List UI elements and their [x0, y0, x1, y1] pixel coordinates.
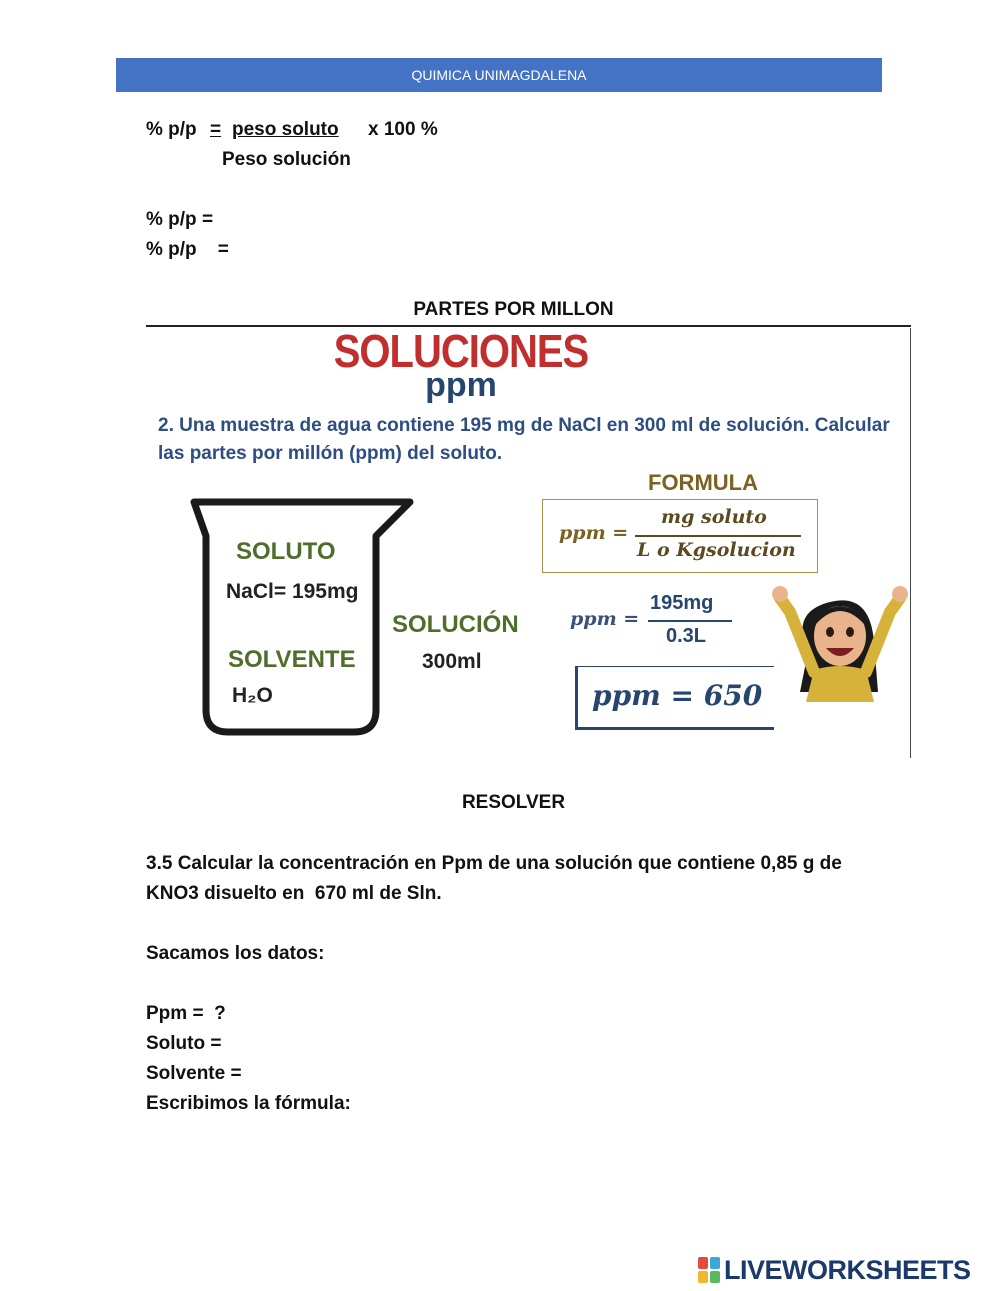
liveworksheets-logo-icon: [698, 1257, 720, 1283]
pp-denominator: Peso solución: [222, 149, 351, 170]
formula-lhs: ppm =: [559, 522, 629, 544]
formula-numerator: mg soluto: [661, 506, 767, 528]
formula-box: [542, 499, 818, 573]
formula-fraction-line: [635, 535, 801, 537]
resolver-heading: RESOLVER: [461, 792, 566, 813]
pp-multiplier: x 100 %: [368, 119, 438, 140]
figure-title: SOLUCIONES: [333, 326, 589, 378]
pp-lhs: % p/p: [146, 119, 197, 140]
formula-denominator: L o Kgsolucion: [637, 539, 796, 561]
calc-denominator: 0.3L: [666, 625, 707, 647]
figure-subtitle: ppm: [425, 366, 497, 404]
soluto-label: SOLUTO: [236, 538, 336, 565]
pp-line-2: % p/p =: [146, 239, 229, 260]
solvente-value: H₂O: [232, 684, 273, 707]
solvente-label: SOLVENTE: [228, 646, 356, 673]
calc-lhs: ppm =: [570, 608, 640, 630]
resolver-formula: Escribimos la fórmula:: [146, 1093, 351, 1114]
solucion-label: SOLUCIÓN: [392, 611, 519, 638]
pp-numerator: peso soluto: [232, 119, 339, 140]
solucion-value: 300ml: [422, 650, 482, 673]
header-title: QUIMICA UNIMAGDALENA: [411, 67, 587, 83]
resolver-soluto: Soluto =: [146, 1033, 222, 1054]
formula-label: FORMULA: [648, 470, 758, 495]
resolver-problem-line-2: KNO3 disuelto en 670 ml de Sln.: [146, 883, 442, 904]
liveworksheets-watermark: [698, 1254, 971, 1286]
resolver-datos: Sacamos los datos:: [146, 943, 325, 964]
ppm-illustration: [146, 328, 911, 758]
ppm-heading: PARTES POR MILLON: [413, 299, 614, 320]
resolver-ppm: Ppm = ?: [146, 1003, 226, 1024]
soluto-value: NaCl= 195mg: [226, 580, 359, 603]
resolver-problem-line-1: 3.5 Calcular la concentración en Ppm de una solución que contiene 0,85 g de: [146, 853, 842, 874]
watermark-text: LIVEWORKSHEETS: [724, 1254, 971, 1285]
calc-numerator: 195mg: [650, 592, 714, 614]
header-bar: [116, 58, 882, 92]
figure-problem: 2. Una muestra de agua contiene 195 mg de NaCl en 300 ml de solución. Calcular las partes por millón (ppm) del soluto.: [158, 415, 890, 464]
resolver-solvente: Solvente =: [146, 1063, 242, 1084]
pp-eq: =: [210, 119, 222, 140]
calc-fraction-line: [648, 620, 732, 622]
beaker-icon: [188, 496, 422, 738]
result-text: ppm = 650: [592, 679, 763, 712]
pp-line-1: % p/p =: [146, 209, 214, 230]
result-box: [575, 666, 774, 730]
cheering-avatar-icon: [770, 572, 910, 702]
